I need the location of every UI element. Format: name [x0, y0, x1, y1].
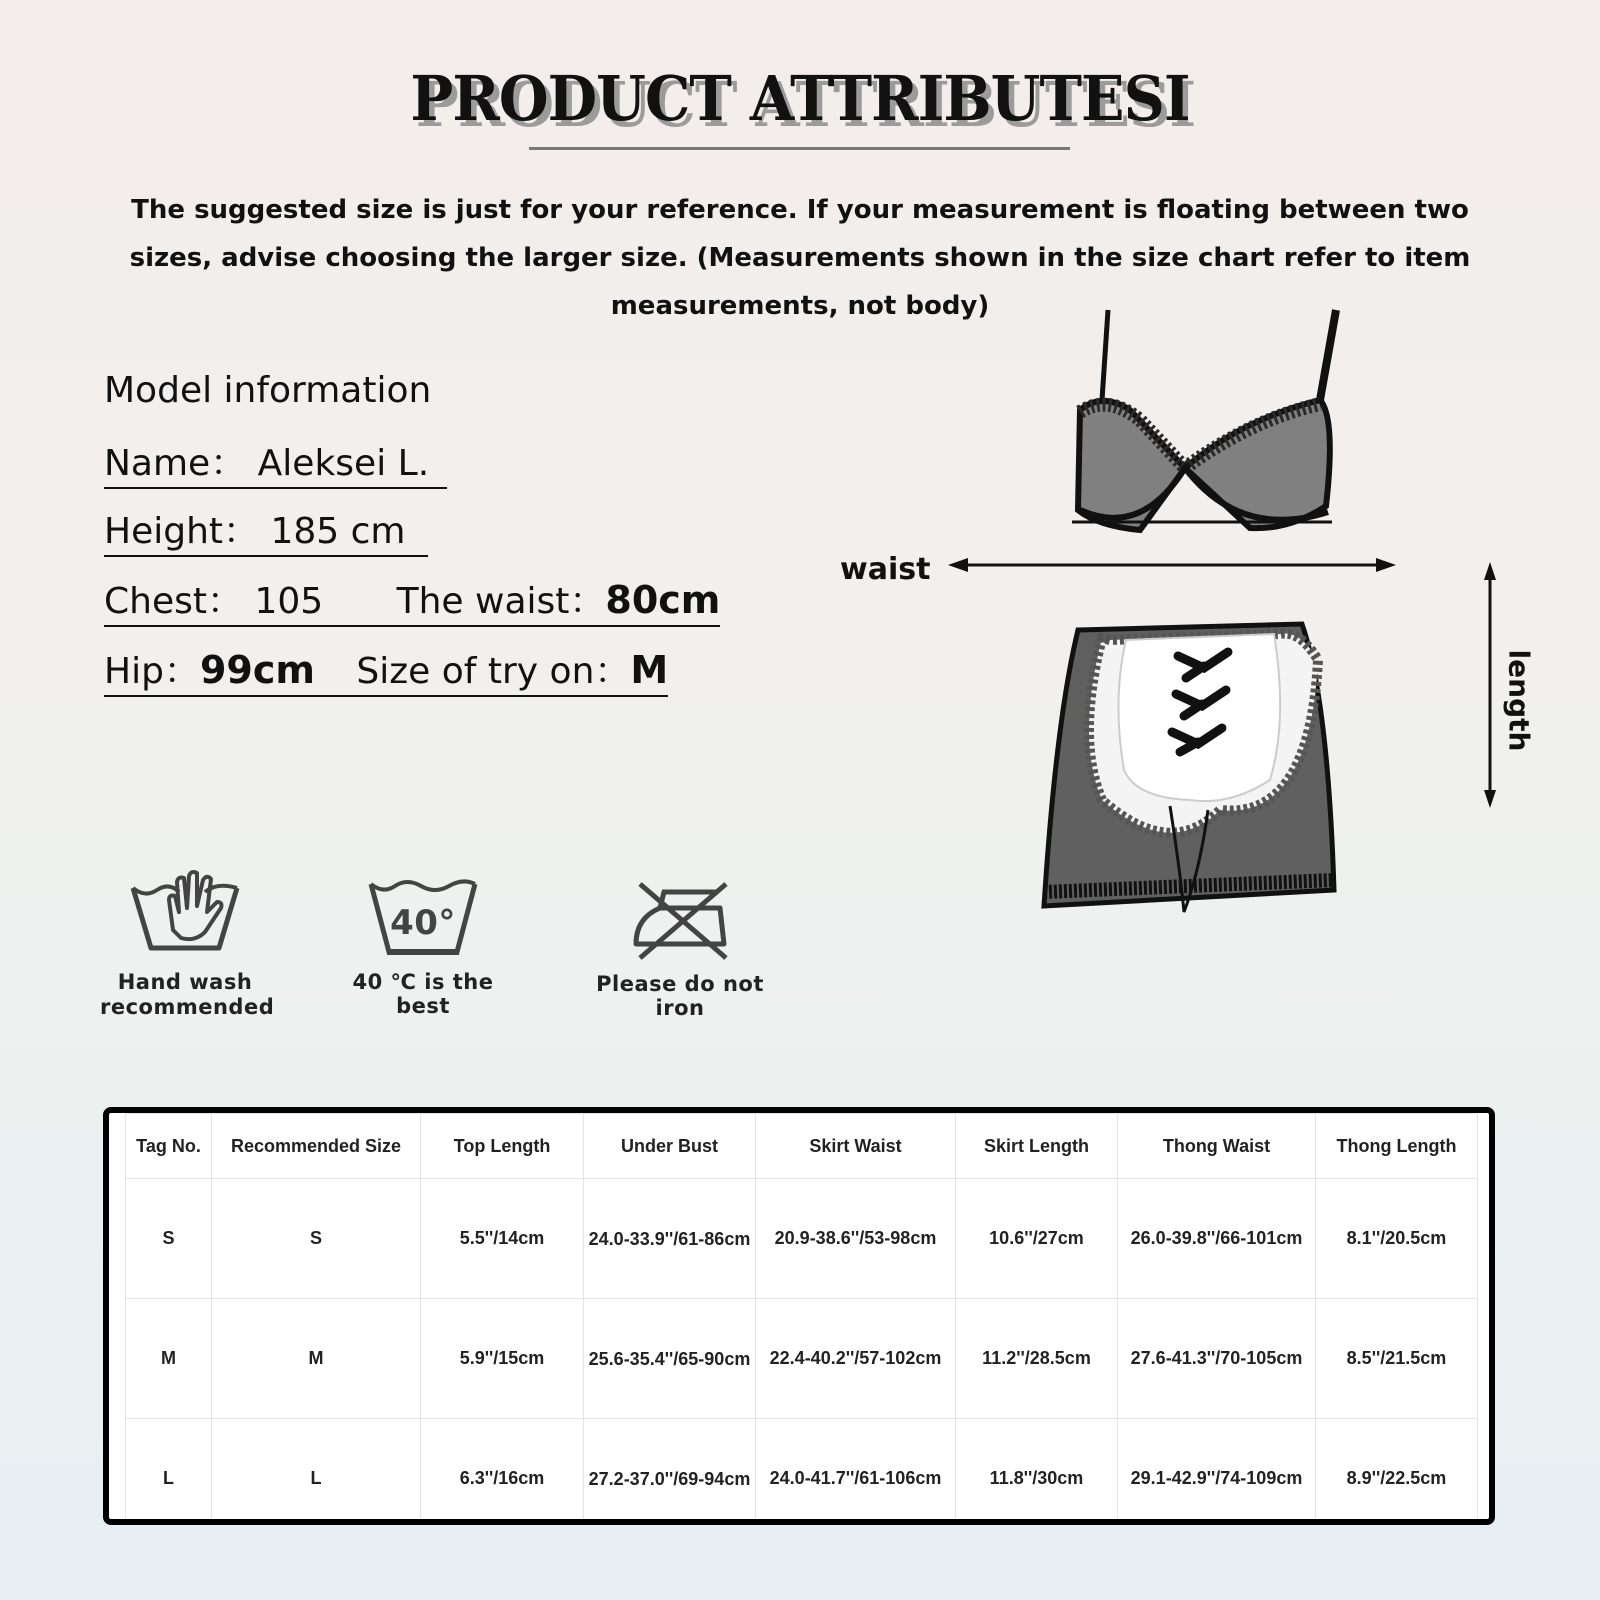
cell-thong-length: 8.1''/20.5cm — [1316, 1179, 1478, 1299]
cell-skirt-length: 11.2''/28.5cm — [956, 1299, 1118, 1419]
wash-40-degrees-icon — [367, 876, 479, 960]
model-name-line — [104, 441, 447, 489]
temp-label: 40 ℃ is the best — [352, 970, 494, 1018]
cell-thong-waist: 29.1-42.9''/74-109cm — [1118, 1419, 1316, 1526]
cell-top-length: 6.3''/16cm — [421, 1419, 584, 1526]
table-row — [126, 1419, 1478, 1526]
garment-diagram — [840, 300, 1540, 950]
cell-tag: M — [126, 1299, 212, 1419]
table-header-row — [126, 1114, 1478, 1179]
bra-illustration — [1072, 310, 1336, 530]
cell-top-length: 5.9''/15cm — [421, 1299, 584, 1419]
chest-label: Chest： — [104, 581, 243, 622]
cell-under-bust: 27.2-37.0''/69-94cm — [584, 1419, 756, 1526]
cell-skirt-waist: 22.4-40.2''/57-102cm — [756, 1299, 956, 1419]
cell-thong-length: 8.5''/21.5cm — [1316, 1299, 1478, 1419]
hip-value: 99cm — [199, 648, 315, 692]
model-heading: Model information — [104, 370, 432, 411]
header-tag-no: Tag No. — [126, 1114, 212, 1179]
cell-top-length: 5.5''/14cm — [421, 1179, 584, 1299]
cell-under-bust: 25.6-35.4''/65-90cm — [584, 1299, 756, 1419]
temp-icon-text: 40° — [390, 903, 456, 943]
cell-skirt-length: 11.8''/30cm — [956, 1419, 1118, 1526]
skirt-illustration — [1044, 624, 1334, 912]
cell-thong-waist: 27.6-41.3''/70-105cm — [1118, 1299, 1316, 1419]
cell-size: S — [212, 1179, 421, 1299]
cell-skirt-length: 10.6''/27cm — [956, 1179, 1118, 1299]
cell-tag: L — [126, 1419, 212, 1526]
height-label: Height： — [104, 511, 260, 552]
cell-skirt-waist: 24.0-41.7''/61-106cm — [756, 1419, 956, 1526]
name-value: Aleksei L. — [257, 443, 430, 484]
care-hand-wash — [100, 860, 275, 1020]
header-skirt-length: Skirt Length — [956, 1114, 1118, 1179]
chest-value: 105 — [254, 581, 324, 622]
model-hip-size-line — [104, 647, 668, 697]
header-under-bust: Under Bust — [584, 1114, 756, 1179]
length-dimension-label: length — [1502, 649, 1536, 752]
size-value: M — [630, 648, 669, 692]
cell-thong-waist: 26.0-39.8''/66-101cm — [1118, 1179, 1316, 1299]
hand-wash-icon — [125, 860, 245, 960]
header-skirt-waist: Skirt Waist — [756, 1114, 956, 1179]
title-underline — [529, 147, 1070, 150]
hip-label: Hip： — [104, 651, 200, 692]
cell-size: M — [212, 1299, 421, 1419]
care-temperature — [328, 876, 518, 1018]
table-row — [126, 1179, 1478, 1299]
cell-tag: S — [126, 1179, 212, 1299]
cell-size: L — [212, 1419, 421, 1526]
waist-dimension-label: waist — [840, 552, 931, 587]
no-iron-label: Please do not iron — [596, 972, 764, 1020]
size-chart — [103, 1107, 1495, 1525]
model-height-line — [104, 509, 428, 557]
header-thong-length: Thong Length — [1316, 1114, 1478, 1179]
model-information — [104, 370, 824, 717]
size-table — [125, 1113, 1478, 1525]
cell-skirt-waist: 20.9-38.6''/53-98cm — [756, 1179, 956, 1299]
waist-value: 80cm — [605, 578, 721, 622]
size-label: Size of try on： — [356, 651, 631, 692]
hand-wash-label: Hand wash recommended — [100, 970, 275, 1019]
length-arrow — [1484, 562, 1496, 808]
size-note: The suggested size is just for your reference. If your measurement is floating between two sizes, advise choosing the larger size. (Measurements shown in the size chart refer to item measurements, not body) — [129, 195, 1471, 321]
name-label: Name： — [104, 443, 247, 484]
care-no-iron — [570, 878, 790, 1020]
waist-label: The waist： — [396, 581, 606, 622]
header-thong-waist: Thong Waist — [1118, 1114, 1316, 1179]
page-title: PRODUCT ATTRIBUTESI — [410, 62, 1190, 135]
header-top-length: Top Length — [421, 1114, 584, 1179]
height-value: 185 cm — [270, 511, 406, 552]
header-recommended-size: Recommended Size — [212, 1114, 421, 1179]
waist-arrow — [948, 558, 1396, 572]
do-not-iron-icon — [630, 878, 730, 962]
table-row — [126, 1299, 1478, 1419]
model-chest-waist-line — [104, 577, 720, 627]
cell-under-bust: 24.0-33.9''/61-86cm — [584, 1179, 756, 1299]
cell-thong-length: 8.9''/22.5cm — [1316, 1419, 1478, 1526]
